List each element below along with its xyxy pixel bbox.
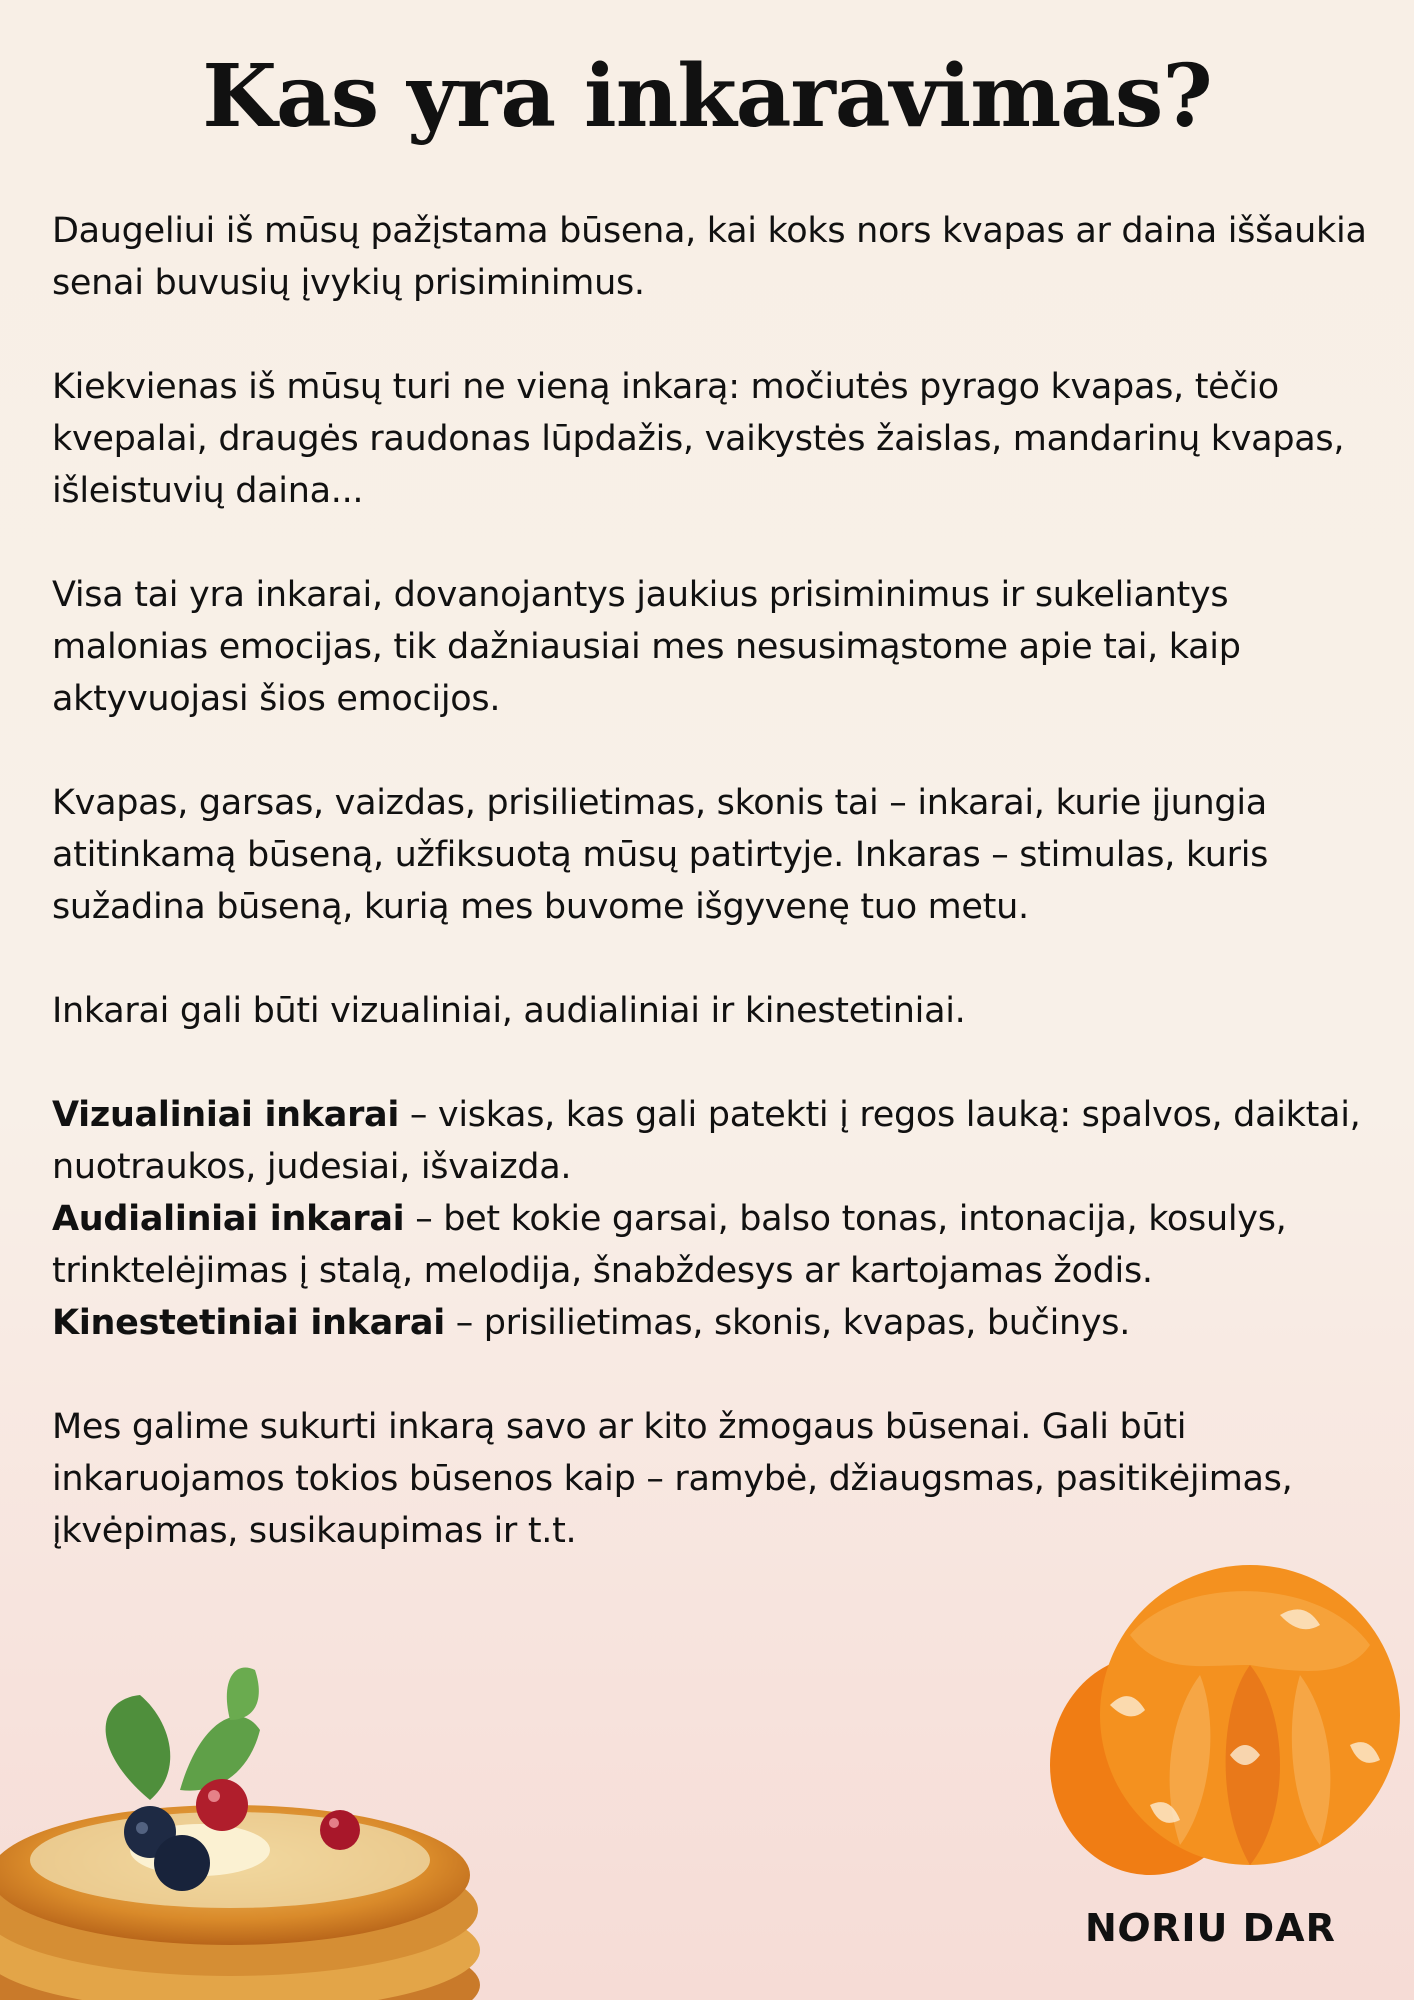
definition-term: Kinestetiniai inkarai xyxy=(52,1303,445,1343)
definition-visual xyxy=(52,1089,1392,1193)
paragraph-emotions: Visa tai yra inkarai, dovanojantys jaukius prisiminimus ir sukeliantys malonias emocijas, tik dažniausiai mes nesusimąstome apie tai, kaip aktyvuojasi šios emocijos. xyxy=(52,575,1241,719)
paragraph-stimulus: Kvapas, garsas, vaizdas, prisilietimas, skonis tai – inkarai, kurie įjungia atitinkamą būseną, užfiksuotą mūsų patirtyje. Inkaras – stimulas, kuris sužadina būseną, kurią mes buvome išgyvenę tuo metu. xyxy=(52,783,1269,927)
paragraph-closing: Mes galime sukurti inkarą savo ar kito žmogaus būsenai. Gali būti inkaruojamos tokios būsenos kaip – ramybė, džiaugsmas, pasitikėjimas, įkvėpimas, susikaupimas ir t.t. xyxy=(52,1407,1293,1551)
logo-letter-o: O xyxy=(1117,1906,1152,1950)
page-title: Kas yra inkaravimas? xyxy=(202,46,1212,147)
definition-kinesthetic xyxy=(52,1297,1392,1349)
brand-logo xyxy=(1085,1906,1385,1950)
paragraph-types: Inkarai gali būti vizualiniai, audialiniai ir kinestetiniai. xyxy=(52,991,966,1031)
logo-text: RIU DAR xyxy=(1151,1906,1336,1950)
definition-term: Audialiniai inkarai xyxy=(52,1199,405,1239)
paragraph-examples: Kiekvienas iš mūsų turi ne vieną inkarą: močiutės pyrago kvapas, tėčio kvepalai, draugės raudonas lūpdažis, vaikystės žaislas, mandarinų kvapas, išleistuvių daina... xyxy=(52,367,1345,511)
pancakes-image xyxy=(0,1660,520,2000)
definition-term: Vizualiniai inkarai xyxy=(52,1095,400,1135)
paragraph-intro: Daugeliui iš mūsų pažįstama būsena, kai koks nors kvapas ar daina iššaukia senai buvusių įvykių prisiminimus. xyxy=(52,211,1367,303)
logo-letter-n: N xyxy=(1085,1906,1118,1950)
definition-text: – viskas, kas gali patekti į regos lauką: spalvos, daiktai, nuotraukos, judesiai, išvaizda. xyxy=(52,1095,1361,1187)
definitions-list xyxy=(52,1089,1392,1349)
definition-audial xyxy=(52,1193,1392,1297)
definition-text: – bet kokie garsai, balso tonas, intonacija, kosulys, trinktelėjimas į stalą, melodija, šnabždesys ar kartojamas žodis. xyxy=(52,1199,1287,1291)
tangerine-image xyxy=(1050,1555,1414,1885)
article-body xyxy=(52,205,1392,1609)
definition-text: – prisilietimas, skonis, kvapas, bučinys. xyxy=(444,1303,1131,1343)
